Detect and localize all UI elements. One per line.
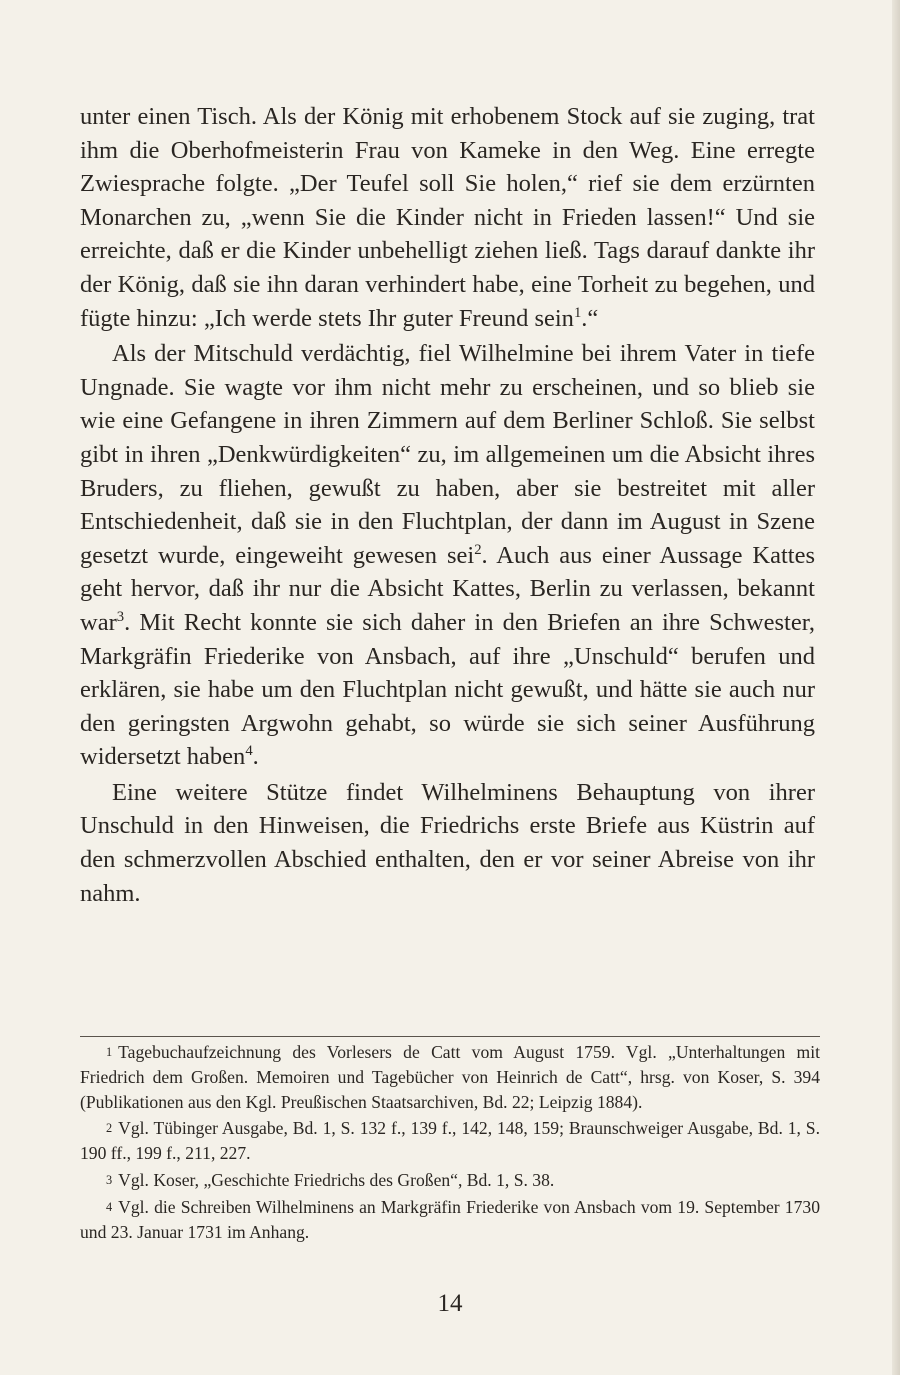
footnote-2 [80,1116,820,1166]
footnote-4 [80,1195,820,1245]
paragraph-2-text-c: . Mit Recht konnte sie sich daher in den Briefen an ihre Schwester, Markgräfin Friederike von Ansbach, auf ihre „Unschuld“ berufen und erklären, sie habe um den Fluchtplan nicht gewußt, und hätte sie auch nur den geringsten Argwohn gehabt, so würde sie sich seiner Ausführung widersetzt haben [80,608,815,771]
paragraph-2-text-a: Als der Mitschuld verdächtig, fiel Wilhelmine bei ihrem Vater in tiefe Ungnade. Sie wagte vor ihm nicht mehr zu erscheinen, und so blieb sie wie eine Gefangene in ihren Zimmern auf dem Berliner Schloß. Sie selbst gibt in ihren „Denkwürdigkeiten“ zu, im allgemeinen um die Absicht ihres Bruders, zu fliehen, gewußt zu haben, aber sie bestreitet mit aller Entschiedenheit, daß sie in den Fluchtplan, der dann im August in Szene gesetzt wurde, eingeweiht gewesen sei [80,340,815,569]
paragraph-1 [80,100,815,335]
footnote-3-text: Vgl. Koser, „Geschichte Friedrichs des Großen“, Bd. 1, S. 38. [118,1169,555,1190]
paragraph-2 [80,337,815,774]
footnote-1 [80,1040,820,1114]
footnote-2-mark: 2 [106,1121,113,1136]
footnote-divider [80,1036,820,1037]
footnote-ref-4: 4 [245,743,253,760]
paragraph-2-end: . [252,743,259,771]
paragraph-3: Eine weitere Stütze findet Wilhelminens Behauptung von ihrer Unschuld in den Hinweisen, die Friedrichs erste Briefe aus Küstrin auf den schmerzvollen Abschied enthalten, den er vor seiner Abreise von ihr nahm. [80,778,815,907]
footnote-1-mark: 1 [106,1045,113,1059]
page-number: 14 [437,1290,463,1317]
page-gutter-shadow [892,0,900,1375]
paragraph-1-end: .“ [581,304,599,332]
footnote-ref-2: 2 [474,541,482,558]
footnotes [80,1040,820,1244]
footnote-3-mark: 3 [106,1172,113,1187]
footnote-4-mark: 4 [106,1199,113,1214]
main-text [80,100,815,910]
paragraph-2-text-b: . Auch aus einer Aussage Kattes geht hervor, daß ihr nur die Absicht Kattes, Berlin zu verlassen, bekannt war [80,541,815,636]
footnote-3 [80,1168,820,1193]
footnote-2-text: Vgl. Tübinger Ausgabe, Bd. 1, S. 132 f., 139 f., 142, 148, 159; Braunschweiger Ausgabe, Bd. 1, S. 190 ff., 199 f., 211, 227. [80,1118,820,1164]
footnote-1-text: Tagebuchaufzeichnung des Vorlesers de Catt vom August 1759. Vgl. „Unterhaltungen mit Friedrich dem Großen. Memoiren und Tagebücher von Heinrich de Catt“, hrsg. von Koser, S. 394 (Publikationen aus den Kgl. Preußischen Staatsarchiven, Bd. 22; Leipzig 1884). [80,1042,820,1112]
footnote-4-text: Vgl. die Schreiben Wilhelminens an Markgräfin Friederike von Ansbach vom 19. September 1730 und 23. Januar 1731 im Anhang. [80,1196,820,1242]
paragraph-1-text: unter einen Tisch. Als der König mit erhobenem Stock auf sie zuging, trat ihm die Oberhofmeisterin Frau von Kameke in den Weg. Eine erregte Zwiesprache folgte. „Der Teufel soll Sie holen,“ rief sie dem erzürnten Monarchen zu, „wenn Sie die Kinder nicht in Frieden lassen!“ Und sie erreichte, daß er die Kinder unbehelligt ziehen ließ. Tags darauf dankte ihr der König, daß sie ihn daran verhindert habe, eine Torheit zu begehen, und fügte hinzu: „Ich werde stets Ihr guter Freund sein [80,103,815,332]
footnote-ref-3: 3 [116,608,125,625]
footnote-ref-1: 1 [573,304,582,321]
